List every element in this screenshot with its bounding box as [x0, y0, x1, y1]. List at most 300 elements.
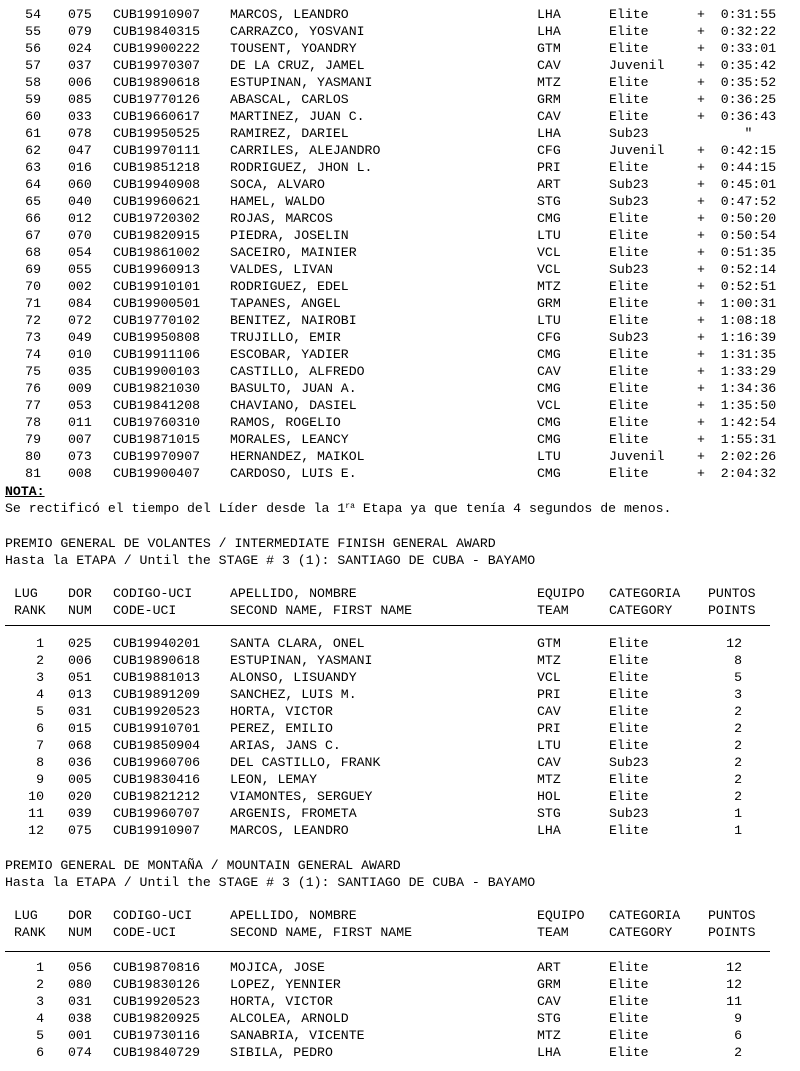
uci-code-cell: CUB19821030 [113, 381, 201, 396]
time-gap-cell: + 0:33:01 [697, 41, 777, 56]
rank-cell: 71 [25, 296, 41, 311]
column-header-equipo: EQUIPO [537, 908, 585, 923]
team-cell: HOL [537, 789, 561, 804]
uci-code-cell: CUB19821212 [113, 789, 201, 804]
points-cell: 1 [734, 823, 742, 838]
rank-cell: 76 [25, 381, 41, 396]
team-cell: LHA [537, 126, 561, 141]
rider-name-cell: ALONSO, LISUANDY [230, 670, 357, 685]
category-cell: Elite [609, 24, 649, 39]
rank-cell: 7 [36, 738, 44, 753]
category-cell: Juvenil [609, 449, 665, 464]
team-cell: LHA [537, 7, 561, 22]
bib-cell: 031 [68, 704, 92, 719]
team-cell: CMG [537, 415, 561, 430]
uci-code-cell: CUB19830126 [113, 977, 201, 992]
time-gap-cell: + 0:52:51 [697, 279, 777, 294]
uci-code-cell: CUB19970111 [113, 143, 201, 158]
bib-cell: 072 [68, 313, 92, 328]
category-cell: Sub23 [609, 177, 649, 192]
points-cell: 8 [734, 653, 742, 668]
rank-cell: 68 [25, 245, 41, 260]
rider-name-cell: ARGENIS, FROMETA [230, 806, 357, 821]
points-cell: 2 [734, 721, 742, 736]
category-cell: Elite [609, 41, 649, 56]
team-cell: LTU [537, 228, 561, 243]
uci-code-cell: CUB19911106 [113, 347, 201, 362]
category-cell: Elite [609, 109, 649, 124]
bib-cell: 039 [68, 806, 92, 821]
montana-subtitle: Hasta la ETAPA / Until the STAGE # 3 (1): SANTIAGO DE CUBA - BAYAMO [5, 875, 536, 890]
bib-cell: 036 [68, 755, 92, 770]
table-row [0, 329, 800, 346]
column-header-dor: DOR [68, 908, 92, 923]
category-cell: Elite [609, 92, 649, 107]
rider-name-cell: CARDOSO, LUIS E. [230, 466, 357, 481]
team-cell: MTZ [537, 772, 561, 787]
rank-cell: 70 [25, 279, 41, 294]
rank-cell: 69 [25, 262, 41, 277]
bib-cell: 012 [68, 211, 92, 226]
uci-code-cell: CUB19950525 [113, 126, 201, 141]
rider-name-cell: BASULTO, JUAN A. [230, 381, 357, 396]
time-gap-cell: + 0:35:52 [697, 75, 777, 90]
uci-code-cell: CUB19890618 [113, 653, 201, 668]
team-cell: VCL [537, 262, 561, 277]
column-header-lug: LUG [14, 908, 38, 923]
rider-name-cell: CARRILES, ALEJANDRO [230, 143, 381, 158]
table-row [0, 108, 800, 125]
team-cell: MTZ [537, 653, 561, 668]
uci-code-cell: CUB19770102 [113, 313, 201, 328]
time-gap-cell: + 0:42:15 [697, 143, 777, 158]
bib-cell: 011 [68, 415, 92, 430]
table-row [0, 703, 800, 720]
bib-cell: 031 [68, 994, 92, 1009]
rider-name-cell: ABASCAL, CARLOS [230, 92, 349, 107]
uci-code-cell: CUB19910907 [113, 823, 201, 838]
team-cell: CFG [537, 330, 561, 345]
time-gap-cell: + 0:31:55 [697, 7, 777, 22]
category-cell: Sub23 [609, 330, 649, 345]
table-row [0, 261, 800, 278]
rank-cell: 75 [25, 364, 41, 379]
time-gap-cell: + 0:45:01 [697, 177, 777, 192]
table-row [0, 788, 800, 805]
rank-cell: 80 [25, 449, 41, 464]
table-row [0, 6, 800, 23]
team-cell: PRI [537, 160, 561, 175]
uci-code-cell: CUB19820915 [113, 228, 201, 243]
time-gap-cell: + 0:44:15 [697, 160, 777, 175]
column-header-apellido: APELLIDO, NOMBRE [230, 908, 357, 923]
table-row [0, 805, 800, 822]
rider-name-cell: PEREZ, EMILIO [230, 721, 333, 736]
time-gap-cell: + 0:50:20 [697, 211, 777, 226]
bib-cell: 001 [68, 1028, 92, 1043]
rank-cell: 6 [36, 1045, 44, 1060]
category-cell: Elite [609, 466, 649, 481]
team-cell: STG [537, 194, 561, 209]
bib-cell: 080 [68, 977, 92, 992]
time-gap-cell: + 1:34:36 [697, 381, 777, 396]
category-cell: Elite [609, 960, 649, 975]
table-row [0, 1044, 800, 1061]
column-header-second: SECOND NAME, FIRST NAME [230, 925, 413, 940]
rank-cell: 74 [25, 347, 41, 362]
points-cell: 11 [726, 994, 742, 1009]
time-gap-cell: + 0:47:52 [697, 194, 777, 209]
table-row [0, 346, 800, 363]
time-gap-cell: + 0:36:25 [697, 92, 777, 107]
header-row [0, 924, 800, 941]
uci-code-cell: CUB19950808 [113, 330, 201, 345]
rider-name-cell: CHAVIANO, DASIEL [230, 398, 357, 413]
category-cell: Sub23 [609, 262, 649, 277]
uci-code-cell: CUB19840315 [113, 24, 201, 39]
column-header-team: TEAM [537, 603, 569, 618]
bib-cell: 075 [68, 823, 92, 838]
column-header-equipo: EQUIPO [537, 586, 585, 601]
nota-text-before: Se rectificó el tiempo del Líder desde la 1 [5, 501, 346, 516]
montana-divider [5, 951, 770, 952]
rank-cell: 65 [25, 194, 41, 209]
bib-cell: 009 [68, 381, 92, 396]
rider-name-cell: RAMIREZ, DARIEL [230, 126, 349, 141]
rank-cell: 11 [28, 806, 44, 821]
team-cell: CAV [537, 704, 561, 719]
team-cell: PRI [537, 721, 561, 736]
team-cell: CAV [537, 58, 561, 73]
uci-code-cell: CUB19851218 [113, 160, 201, 175]
rank-cell: 60 [25, 109, 41, 124]
uci-code-cell: CUB19820925 [113, 1011, 201, 1026]
montana-title: PREMIO GENERAL DE MONTAÑA / MOUNTAIN GENERAL AWARD [5, 858, 401, 873]
bib-cell: 005 [68, 772, 92, 787]
bib-cell: 084 [68, 296, 92, 311]
rank-cell: 1 [36, 636, 44, 651]
points-cell: 1 [734, 806, 742, 821]
rider-name-cell: HERNANDEZ, MAIKOL [230, 449, 365, 464]
column-header-puntos: PUNTOS [708, 908, 756, 923]
bib-cell: 024 [68, 41, 92, 56]
column-header-codigo: CODIGO-UCI [113, 908, 193, 923]
bib-cell: 013 [68, 687, 92, 702]
rider-name-cell: MORALES, LEANCY [230, 432, 349, 447]
team-cell: CMG [537, 347, 561, 362]
table-row [0, 686, 800, 703]
bib-cell: 074 [68, 1045, 92, 1060]
rank-cell: 59 [25, 92, 41, 107]
time-gap-cell: + 1:42:54 [697, 415, 777, 430]
team-cell: GRM [537, 296, 561, 311]
category-cell: Sub23 [609, 194, 649, 209]
points-cell: 2 [734, 704, 742, 719]
rider-name-cell: ESTUPINAN, YASMANI [230, 75, 373, 90]
column-header-second: SECOND NAME, FIRST NAME [230, 603, 413, 618]
table-row [0, 652, 800, 669]
rank-cell: 4 [36, 1011, 44, 1026]
team-cell: MTZ [537, 1028, 561, 1043]
rider-name-cell: DE LA CRUZ, JAMEL [230, 58, 365, 73]
table-row [0, 465, 800, 482]
uci-code-cell: CUB19861002 [113, 245, 201, 260]
table-row [0, 193, 800, 210]
bib-cell: 006 [68, 75, 92, 90]
category-cell: Elite [609, 1011, 649, 1026]
rank-cell: 62 [25, 143, 41, 158]
category-cell: Elite [609, 432, 649, 447]
table-row [0, 976, 800, 993]
time-gap-cell: + 1:16:39 [697, 330, 777, 345]
team-cell: VCL [537, 245, 561, 260]
uci-code-cell: CUB19840729 [113, 1045, 201, 1060]
rank-cell: 78 [25, 415, 41, 430]
rider-name-cell: ALCOLEA, ARNOLD [230, 1011, 349, 1026]
rider-name-cell: RODRIGUEZ, JHON L. [230, 160, 373, 175]
points-cell: 2 [734, 1045, 742, 1060]
points-cell: 2 [734, 789, 742, 804]
table-row [0, 754, 800, 771]
rider-name-cell: MARCOS, LEANDRO [230, 7, 349, 22]
team-cell: GTM [537, 41, 561, 56]
rider-name-cell: CASTILLO, ALFREDO [230, 364, 365, 379]
uci-code-cell: CUB19960913 [113, 262, 201, 277]
points-cell: 3 [734, 687, 742, 702]
team-cell: LTU [537, 449, 561, 464]
team-cell: CMG [537, 466, 561, 481]
rank-cell: 72 [25, 313, 41, 328]
nota-text-after: Etapa ya que tenía 4 segundos de menos. [354, 501, 672, 516]
uci-code-cell: CUB19940908 [113, 177, 201, 192]
rider-name-cell: SANTA CLARA, ONEL [230, 636, 365, 651]
category-cell: Sub23 [609, 755, 649, 770]
uci-code-cell: CUB19830416 [113, 772, 201, 787]
table-row [0, 176, 800, 193]
rider-name-cell: MOJICA, JOSE [230, 960, 325, 975]
bib-cell: 078 [68, 126, 92, 141]
points-cell: 12 [726, 960, 742, 975]
rank-cell: 77 [25, 398, 41, 413]
uci-code-cell: CUB19960706 [113, 755, 201, 770]
uci-code-cell: CUB19910907 [113, 7, 201, 22]
team-cell: MTZ [537, 75, 561, 90]
uci-code-cell: CUB19841208 [113, 398, 201, 413]
team-cell: STG [537, 806, 561, 821]
rank-cell: 55 [25, 24, 41, 39]
bib-cell: 020 [68, 789, 92, 804]
uci-code-cell: CUB19730116 [113, 1028, 201, 1043]
uci-code-cell: CUB19920523 [113, 994, 201, 1009]
bib-cell: 008 [68, 466, 92, 481]
rider-name-cell: LOPEZ, YENNIER [230, 977, 341, 992]
category-cell: Elite [609, 398, 649, 413]
bib-cell: 053 [68, 398, 92, 413]
rank-cell: 66 [25, 211, 41, 226]
rider-name-cell: BENITEZ, NAIROBI [230, 313, 357, 328]
team-cell: VCL [537, 670, 561, 685]
category-cell: Elite [609, 823, 649, 838]
rank-cell: 54 [25, 7, 41, 22]
uci-code-cell: CUB19900222 [113, 41, 201, 56]
column-header-puntos: PUNTOS [708, 586, 756, 601]
bib-cell: 033 [68, 109, 92, 124]
table-row [0, 380, 800, 397]
rank-cell: 63 [25, 160, 41, 175]
category-cell: Elite [609, 160, 649, 175]
table-row [0, 74, 800, 91]
rank-cell: 6 [36, 721, 44, 736]
table-row [0, 312, 800, 329]
category-cell: Elite [609, 636, 649, 651]
time-gap-cell: + 0:51:35 [697, 245, 777, 260]
column-header-points: POINTS [708, 603, 756, 618]
rank-cell: 5 [36, 704, 44, 719]
rank-cell: 3 [36, 994, 44, 1009]
time-gap-cell: + 1:00:31 [697, 296, 777, 311]
points-cell: 2 [734, 755, 742, 770]
category-cell: Elite [609, 994, 649, 1009]
table-row [0, 448, 800, 465]
column-header-rank: RANK [14, 925, 46, 940]
rank-cell: 67 [25, 228, 41, 243]
column-header-rank: RANK [14, 603, 46, 618]
header-row [0, 602, 800, 619]
uci-code-cell: CUB19871015 [113, 432, 201, 447]
rank-cell: 1 [36, 960, 44, 975]
nota-superscript: ra [345, 502, 355, 511]
uci-code-cell: CUB19910701 [113, 721, 201, 736]
uci-code-cell: CUB19660617 [113, 109, 201, 124]
team-cell: LTU [537, 738, 561, 753]
rider-name-cell: SANABRIA, VICENTE [230, 1028, 365, 1043]
points-cell: 12 [726, 636, 742, 651]
bib-cell: 079 [68, 24, 92, 39]
table-row [0, 414, 800, 431]
header-row [0, 585, 800, 602]
category-cell: Elite [609, 245, 649, 260]
team-cell: PRI [537, 687, 561, 702]
table-row [0, 822, 800, 839]
category-cell: Elite [609, 704, 649, 719]
column-header-apellido: APELLIDO, NOMBRE [230, 586, 357, 601]
team-cell: CFG [537, 143, 561, 158]
rider-name-cell: CARRAZCO, YOSVANI [230, 24, 365, 39]
category-cell: Elite [609, 653, 649, 668]
time-gap-cell: + 2:04:32 [697, 466, 777, 481]
rider-name-cell: DEL CASTILLO, FRANK [230, 755, 381, 770]
points-cell: 6 [734, 1028, 742, 1043]
bib-cell: 070 [68, 228, 92, 243]
rider-name-cell: RAMOS, ROGELIO [230, 415, 341, 430]
bib-cell: 047 [68, 143, 92, 158]
team-cell: CMG [537, 381, 561, 396]
team-cell: CMG [537, 432, 561, 447]
table-row [0, 397, 800, 414]
category-cell: Elite [609, 977, 649, 992]
column-header-num: NUM [68, 925, 92, 940]
team-cell: LHA [537, 24, 561, 39]
rider-name-cell: VALDES, LIVAN [230, 262, 333, 277]
category-cell: Juvenil [609, 143, 665, 158]
uci-code-cell: CUB19970907 [113, 449, 201, 464]
rider-name-cell: ROJAS, MARCOS [230, 211, 333, 226]
rider-name-cell: ESTUPINAN, YASMANI [230, 653, 373, 668]
category-cell: Elite [609, 415, 649, 430]
column-header-codigo: CODIGO-UCI [113, 586, 193, 601]
bib-cell: 056 [68, 960, 92, 975]
rider-name-cell: RODRIGUEZ, EDEL [230, 279, 349, 294]
team-cell: GRM [537, 92, 561, 107]
category-cell: Elite [609, 296, 649, 311]
bib-cell: 010 [68, 347, 92, 362]
team-cell: CAV [537, 109, 561, 124]
rider-name-cell: ESCOBAR, YADIER [230, 347, 349, 362]
nota-label: NOTA: [5, 484, 45, 499]
column-header-points: POINTS [708, 925, 756, 940]
time-gap-cell: + 1:55:31 [697, 432, 777, 447]
time-gap-cell: " [697, 126, 753, 141]
bib-cell: 068 [68, 738, 92, 753]
bib-cell: 060 [68, 177, 92, 192]
category-cell: Elite [609, 228, 649, 243]
uci-code-cell: CUB19920523 [113, 704, 201, 719]
time-gap-cell: + 1:35:50 [697, 398, 777, 413]
uci-code-cell: CUB19720302 [113, 211, 201, 226]
category-cell: Elite [609, 211, 649, 226]
uci-code-cell: CUB19970307 [113, 58, 201, 73]
column-header-dor: DOR [68, 586, 92, 601]
volantes-subtitle: Hasta la ETAPA / Until the STAGE # 3 (1): SANTIAGO DE CUBA - BAYAMO [5, 553, 536, 568]
table-row [0, 125, 800, 142]
rider-name-cell: PIEDRA, JOSELIN [230, 228, 349, 243]
table-row [0, 720, 800, 737]
category-cell: Elite [609, 789, 649, 804]
rank-cell: 2 [36, 653, 44, 668]
team-cell: CMG [537, 211, 561, 226]
time-gap-cell: + 0:35:42 [697, 58, 777, 73]
points-cell: 12 [726, 977, 742, 992]
category-cell: Elite [609, 687, 649, 702]
category-cell: Elite [609, 1045, 649, 1060]
rank-cell: 56 [25, 41, 41, 56]
rider-name-cell: SANCHEZ, LUIS M. [230, 687, 357, 702]
points-cell: 2 [734, 772, 742, 787]
uci-code-cell: CUB19850904 [113, 738, 201, 753]
header-row [0, 907, 800, 924]
rider-name-cell: ARIAS, JANS C. [230, 738, 341, 753]
bib-cell: 075 [68, 7, 92, 22]
table-row [0, 159, 800, 176]
category-cell: Sub23 [609, 806, 649, 821]
uci-code-cell: CUB19900103 [113, 364, 201, 379]
bib-cell: 073 [68, 449, 92, 464]
rider-name-cell: HAMEL, WALDO [230, 194, 325, 209]
column-header-lug: LUG [14, 586, 38, 601]
bib-cell: 085 [68, 92, 92, 107]
column-header-num: NUM [68, 603, 92, 618]
uci-code-cell: CUB19870816 [113, 960, 201, 975]
bib-cell: 038 [68, 1011, 92, 1026]
team-cell: STG [537, 1011, 561, 1026]
category-cell: Elite [609, 364, 649, 379]
bib-cell: 035 [68, 364, 92, 379]
rank-cell: 12 [28, 823, 44, 838]
category-cell: Elite [609, 738, 649, 753]
table-row [0, 278, 800, 295]
table-row [0, 959, 800, 976]
volantes-title: PREMIO GENERAL DE VOLANTES / INTERMEDIATE FINISH GENERAL AWARD [5, 536, 496, 551]
